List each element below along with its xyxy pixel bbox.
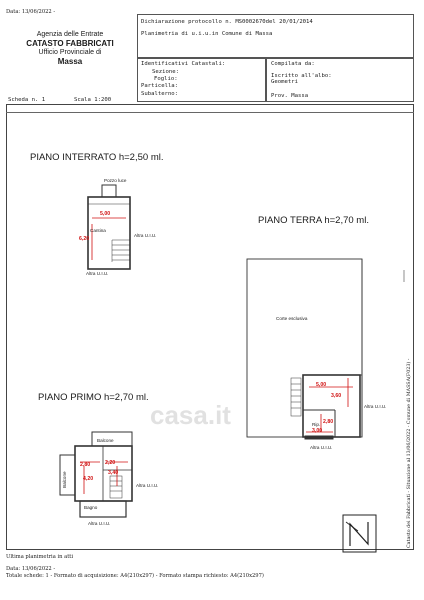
measure-primo-a: 2,80 <box>80 462 91 468</box>
floor-title-interrato: PIANO INTERRATO h=2,50 ml. <box>30 152 164 163</box>
province-line: Prov. Massa <box>271 93 309 99</box>
protocol-date: 20/01/2014 <box>279 19 313 25</box>
label-corte-esclusiva: Corte esclusiva <box>276 316 308 321</box>
label-bagno: Bagno <box>84 505 98 510</box>
last-plan-note: Ultima planimetria in atti <box>6 554 74 560</box>
watermark: casa.it <box>150 400 231 430</box>
label-cantina: Cantina <box>90 228 106 233</box>
particella-label: Particella: <box>141 83 179 89</box>
measure-interrato-w: 5,00 <box>100 211 111 217</box>
print-date-top: Data: 13/06/2022 - <box>6 9 56 15</box>
measure-terra-h: 3,60 <box>331 393 342 399</box>
registered-label: Iscritto all'albo: <box>271 73 332 79</box>
sheet-number: Scheda n. 1 <box>8 97 46 103</box>
measure-primo-d: 4,20 <box>83 476 94 482</box>
label-altra-uiu-terra-bottom: Altra U.I.U. <box>310 445 333 450</box>
cantina-walls <box>88 197 130 269</box>
floor-title-primo: PIANO PRIMO h=2,70 ml. <box>38 392 149 403</box>
plan-terra <box>247 259 362 439</box>
foglio-label: Foglio: <box>154 76 178 82</box>
measure-terra-small-w: 3,00 <box>312 428 323 434</box>
primo-unit-walls <box>75 446 132 501</box>
footer-details: Totale schede: 1 - Formato di acquisizione: A4(210x297) - Formato stampa richiesto: A4(210x297) <box>6 573 264 579</box>
measure-terra-small-h: 2,80 <box>323 419 334 425</box>
protocol-line: Dichiarazione protocollo n. MS0002670del 20/01/2014 <box>141 19 313 25</box>
side-situation-text: Catasto dei Fabbricati - Situazione al 13/06/2022 - Comune di MASSA(F023) - <box>407 358 412 548</box>
identifiers-title: Identificativi Catastali: <box>141 61 226 67</box>
floor-title-terra: PIANO TERRA h=2,70 ml. <box>258 215 369 226</box>
terra-threshold <box>305 436 333 439</box>
label-altra-uiu-interrato-bottom: Altra U.I.U. <box>86 271 109 276</box>
measure-primo-c: 3,40 <box>108 470 119 476</box>
measure-terra-w: 5,00 <box>316 382 327 388</box>
label-balcone-left: Balcone <box>62 471 67 488</box>
print-date-bottom: Data: 13/06/2022 - <box>6 566 56 572</box>
label-rip: Rip. <box>312 422 321 427</box>
label-altra-uiu-terra-right: Altra U.I.U. <box>364 404 387 409</box>
plan-description: Planimetria di u.i.u.in Comune di Massa <box>141 31 273 37</box>
scale-value: Scala 1:200 <box>74 97 112 103</box>
label-altra-uiu-interrato-right: Altra U.I.U. <box>134 233 157 238</box>
office-label: Ufficio Provinciale di <box>38 49 102 56</box>
protocol-number: MS0002670 <box>235 19 266 25</box>
north-arrow-icon <box>343 515 376 552</box>
label-altra-uiu-primo-right: Altra U.I.U. <box>136 483 159 488</box>
label-pozzo-luce: Pozzo luce <box>104 178 127 183</box>
registry-name: CATASTO FABBRICATI <box>26 39 114 48</box>
agency-name: Agenzia delle Entrate <box>36 31 104 38</box>
measure-primo-b: 2,20 <box>105 460 116 466</box>
pozzo-luce-shaft <box>102 185 116 197</box>
profession-value: Geometri <box>271 79 298 85</box>
plan-interrato <box>88 185 130 269</box>
stairs-primo <box>110 476 122 498</box>
stairs-terra <box>291 378 301 416</box>
subalterno-label: Subalterno: <box>141 91 179 97</box>
compiled-title: Compilata da: <box>271 61 315 67</box>
stairs-interrato <box>112 240 130 262</box>
office-city: Massa <box>57 57 83 66</box>
label-altra-uiu-primo-bottom: Altra U.I.U. <box>88 521 111 526</box>
measure-interrato-h: 6,20 <box>79 236 90 242</box>
sezione-label: Sezione: <box>152 69 179 75</box>
label-balcone-top: Balcone <box>97 438 114 443</box>
